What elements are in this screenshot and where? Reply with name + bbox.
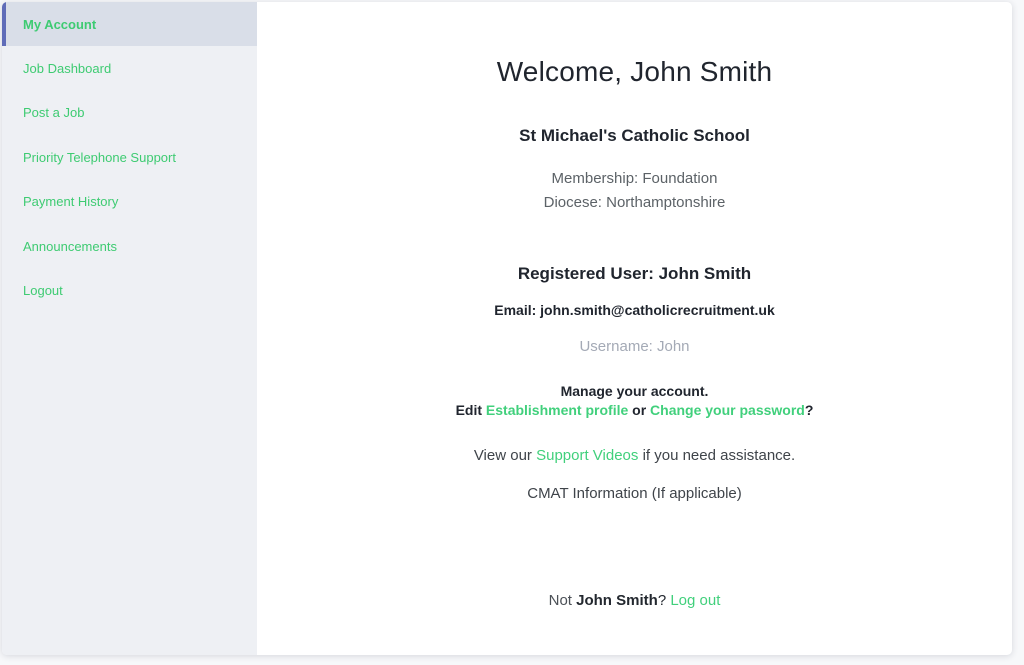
sidebar-item-announcements[interactable]: Announcements: [23, 238, 117, 254]
support-videos-link[interactable]: Support Videos: [536, 447, 639, 464]
footer-prefix: Not: [548, 592, 577, 609]
school-name: St Michael's Catholic School: [519, 126, 750, 145]
diocese-line: Diocese: Northamptonshire: [543, 194, 726, 211]
footer-question-mark: ?: [657, 592, 671, 609]
footer-user-name: John Smith: [576, 592, 658, 609]
app-window: [2, 2, 1012, 655]
support-videos-line: [257, 447, 1012, 464]
sidebar-item-payment-history[interactable]: Payment History: [23, 194, 119, 210]
manage-account-line: Manage your account.: [560, 383, 709, 399]
change-password-link[interactable]: Change your password: [650, 402, 805, 418]
main-content: [257, 2, 1012, 655]
edit-prefix: Edit: [455, 402, 486, 418]
sidebar-item-job-dashboard[interactable]: Job Dashboard: [23, 61, 112, 77]
welcome-heading: Welcome, John Smith: [496, 56, 773, 87]
footer-logout-line: [257, 592, 1012, 609]
sidebar-item-logout[interactable]: Logout: [23, 283, 63, 299]
sidebar-item-post-a-job[interactable]: Post a Job: [23, 105, 85, 121]
footer-logout-link[interactable]: Log out: [670, 592, 721, 609]
question-suffix: ?: [804, 402, 814, 418]
establishment-profile-link[interactable]: Establishment profile: [485, 402, 629, 418]
edit-links-line: [257, 401, 1012, 420]
or-text: or: [628, 402, 651, 418]
membership-block: [257, 167, 1012, 215]
sidebar-item-my-account[interactable]: My Account: [2, 2, 257, 46]
sidebar: [2, 2, 257, 655]
membership-line: Membership: Foundation: [551, 170, 718, 187]
email-line: Email: john.smith@catholicrecruitment.uk: [494, 302, 775, 318]
support-suffix: if you need assistance.: [638, 447, 796, 464]
manage-account-block: [257, 382, 1012, 420]
cmat-information-line: CMAT Information (If applicable): [527, 485, 742, 502]
username-line: Username: John: [579, 338, 690, 355]
sidebar-item-priority-telephone-support[interactable]: Priority Telephone Support: [23, 149, 176, 165]
registered-user: Registered User: John Smith: [517, 264, 752, 283]
support-prefix: View our: [473, 447, 537, 464]
